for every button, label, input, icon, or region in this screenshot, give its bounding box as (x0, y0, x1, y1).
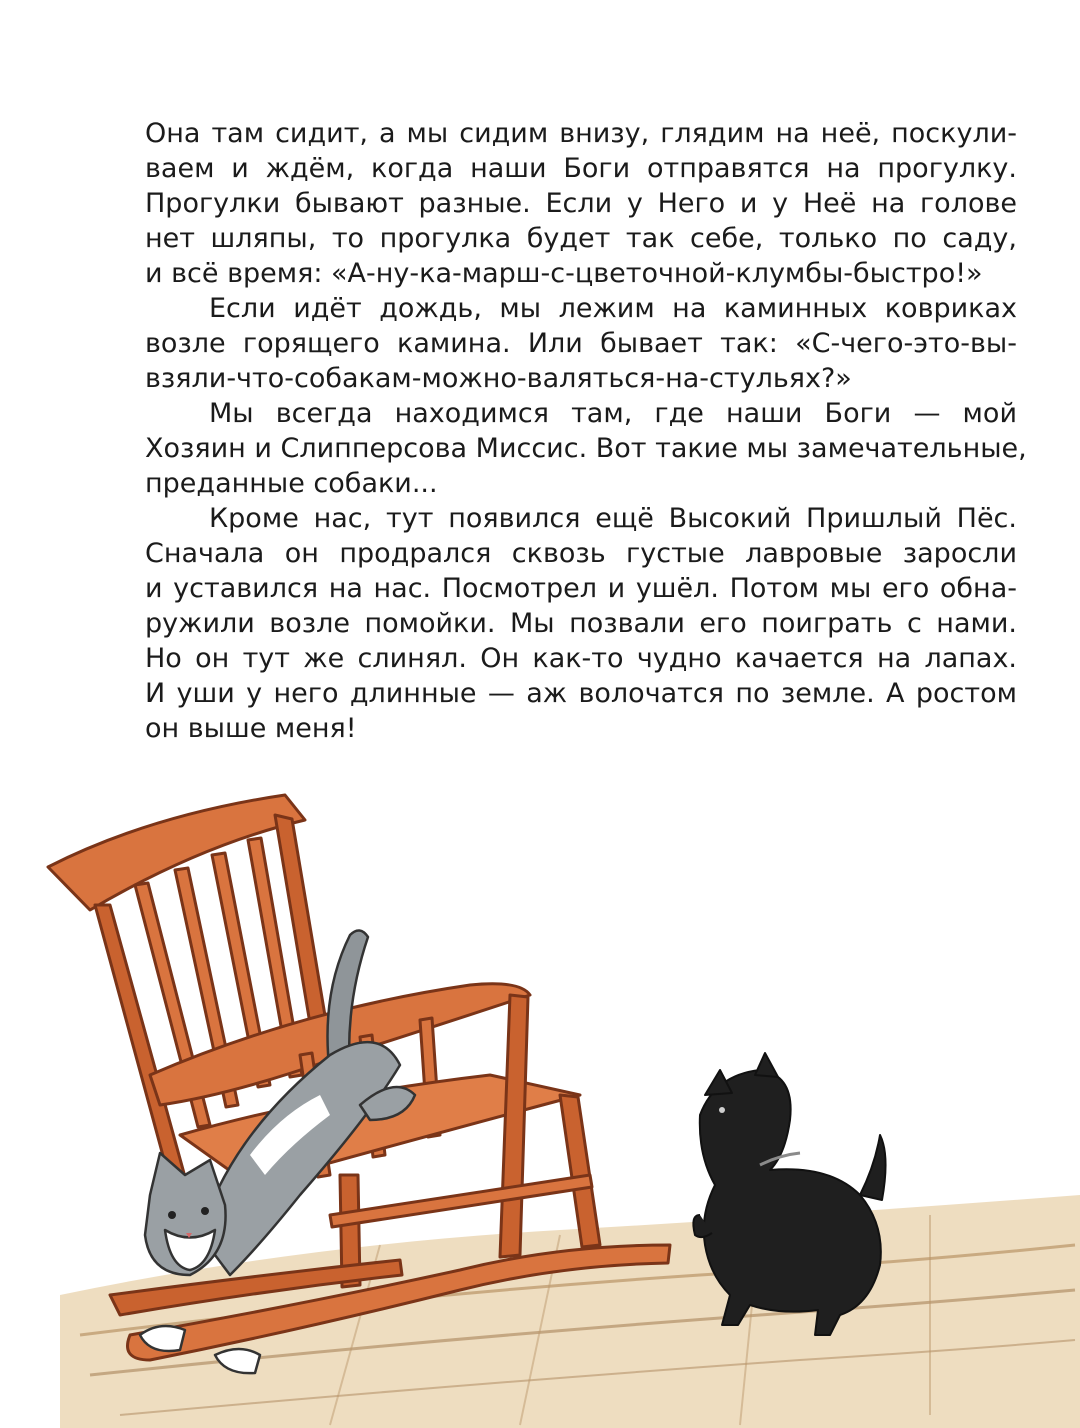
text-line: он выше меня! (145, 713, 357, 744)
story-text (145, 116, 1027, 746)
text-line: взяли-что-собакам-можно-валяться-на-стульях?» (145, 363, 852, 394)
text-line: Прогулки бывают разные. Если у Него и у Неё на голове (145, 188, 1017, 219)
text-line: Если идёт дождь, мы лежим на каминных ковриках (209, 293, 1017, 324)
illustration (0, 775, 1080, 1428)
text-line: Но он тут же слинял. Он как-то чудно качается на лапах. (145, 643, 1017, 674)
text-line: ружили возле помойки. Мы позвали его поиграть с нами. (145, 608, 1017, 639)
text-line: Кроме нас, тут появился ещё Высокий Пришлый Пёс. (209, 503, 1017, 534)
text-line: и уставился на нас. Посмотрел и ушёл. Потом мы его обна- (145, 573, 1017, 604)
text-line: нет шляпы, то прогулка будет так себе, только по саду, (145, 223, 1017, 254)
text-line: Сначала он продрался сквозь густые лавровые заросли (145, 538, 1017, 569)
text-line: и всё время: «А-ну-ка-марш-с-цветочной-клумбы-быстро!» (145, 258, 983, 289)
text-line: И уши у него длинные — аж волочатся по земле. А ростом (145, 678, 1017, 709)
text-line: ваем и ждём, когда наши Боги отправятся на прогулку. (145, 153, 1017, 184)
text-line: Она там сидит, а мы сидим внизу, глядим на неё, поскули- (145, 118, 1017, 149)
text-line: Хозяин и Слипперсова Миссис. Вот такие мы замечательные, (145, 433, 1027, 464)
text-line: возле горящего камина. Или бывает так: «С-чего-это-вы- (145, 328, 1017, 359)
text-line: Мы всегда находимся там, где наши Боги — мой (209, 398, 1017, 429)
text-line: преданные собаки... (145, 468, 438, 499)
